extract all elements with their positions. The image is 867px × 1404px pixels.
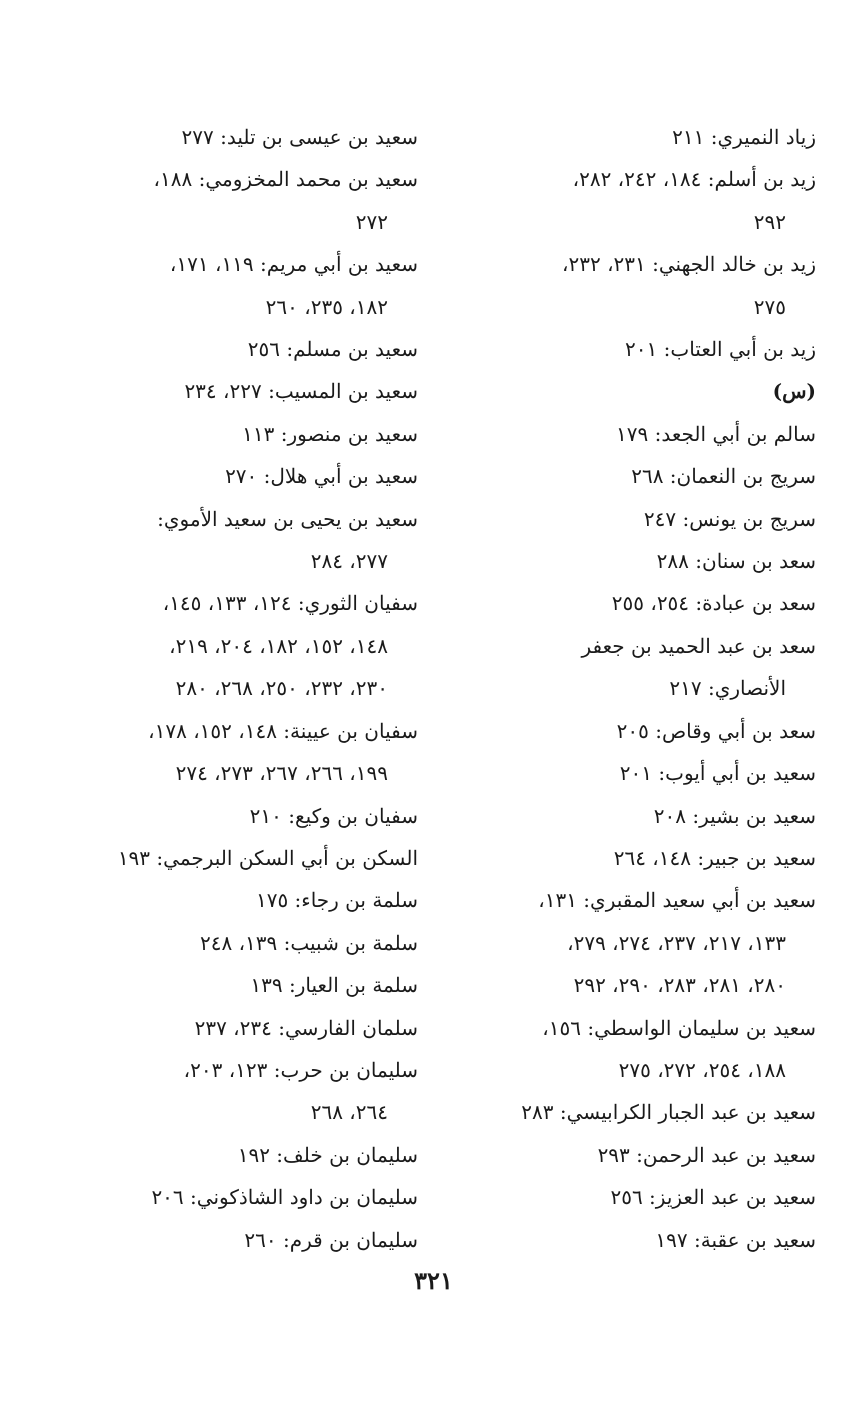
index-entry: سعيد بن أبي سعيد المقبري: ١٣١،: [538, 888, 816, 913]
index-entry: سعد بن عبد الحميد بن جعفر: [581, 633, 816, 658]
index-entry: سلمة بن شبيب: ١٣٩، ٢٤٨: [199, 930, 418, 955]
index-entry-continuation: ٢٦٤، ٢٦٨: [310, 1100, 388, 1125]
index-entry: سلمان الفارسي: ٢٣٤، ٢٣٧: [194, 1015, 418, 1040]
index-entry: سالم بن أبي الجعد: ١٧٩: [616, 421, 816, 446]
index-entry: سعيد بن يحيى بن سعيد الأموي:: [157, 506, 418, 531]
index-entry: سليمان بن حرب: ١٢٣، ٢٠٣،: [183, 1057, 418, 1082]
index-column-left: [62, 116, 418, 1261]
index-entry: سعد بن سنان: ٢٨٨: [656, 549, 816, 574]
index-entry: سعيد بن أبي هلال: ٢٧٠: [225, 464, 418, 489]
index-entry-continuation: ٢٧٢: [355, 209, 388, 234]
index-letter-heading: (س): [772, 379, 816, 404]
index-entry: سعيد بن أبي مريم: ١١٩، ١٧١،: [169, 252, 418, 277]
index-entry: سعيد بن أبي أيوب: ٢٠١: [619, 761, 816, 786]
index-entry: زيد بن أسلم: ١٨٤، ٢٤٢، ٢٨٢،: [572, 167, 816, 192]
index-entry-continuation: ٢٣٠، ٢٣٢، ٢٥٠، ٢٦٨، ٢٨٠: [175, 676, 388, 701]
index-entry-continuation: ١٩٩، ٢٦٦، ٢٦٧، ٢٧٣، ٢٧٤: [175, 761, 388, 786]
index-entry: سعيد بن محمد المخزومي: ١٨٨،: [153, 167, 418, 192]
index-entry: سليمان بن قرم: ٢٦٠: [244, 1227, 418, 1252]
index-entry: زياد النميري: ٢١١: [672, 125, 816, 149]
index-entry-continuation: ٢٨٠، ٢٨١، ٢٨٣، ٢٩٠، ٢٩٢: [573, 973, 786, 998]
index-entry-continuation: ١٣٣، ٢١٧، ٢٣٧، ٢٧٤، ٢٧٩،: [567, 930, 786, 955]
index-entry: سعيد بن عبد الجبار الكرابيسي: ٢٨٣: [521, 1100, 816, 1125]
index-entry: سريج بن النعمان: ٢٦٨: [631, 464, 816, 489]
index-entry: زيد بن أبي العتاب: ٢٠١: [625, 337, 816, 362]
index-entry: السكن بن أبي السكن البرجمي: ١٩٣: [117, 845, 418, 870]
index-entry: سليمان بن داود الشاذكوني: ٢٠٦: [151, 1185, 418, 1210]
index-column-right: [460, 116, 816, 1261]
index-entry: سعيد بن عقبة: ١٩٧: [655, 1227, 816, 1252]
index-entry: سليمان بن خلف: ١٩٢: [237, 1142, 418, 1167]
index-entry: سفيان بن عيينة: ١٤٨، ١٥٢، ١٧٨،: [148, 718, 418, 743]
index-entry: سلمة بن رجاء: ١٧٥: [255, 888, 418, 913]
index-entry: زيد بن خالد الجهني: ٢٣١، ٢٣٢،: [562, 252, 816, 277]
index-entry-continuation: ١٤٨، ١٥٢، ١٨٢، ٢٠٤، ٢١٩،: [169, 633, 388, 658]
index-entry: سعيد بن بشير: ٢٠٨: [653, 803, 816, 828]
index-entry-continuation: الأنصاري: ٢١٧: [669, 676, 786, 701]
index-entry-continuation: ١٨٢، ٢٣٥، ٢٦٠: [265, 294, 388, 319]
index-entry: سريج بن يونس: ٢٤٧: [643, 506, 816, 531]
index-entry-continuation: ١٨٨، ٢٥٤، ٢٧٢، ٢٧٥: [618, 1057, 786, 1082]
index-entry: سعيد بن مسلم: ٢٥٦: [247, 337, 418, 362]
index-entry: سعيد بن عيسى بن تليد: ٢٧٧: [181, 125, 418, 149]
index-entry: سعيد بن سليمان الواسطي: ١٥٦،: [542, 1015, 816, 1040]
page-number: ٣٢١: [414, 1266, 453, 1295]
index-entry: سفيان بن وكيع: ٢١٠: [249, 803, 418, 828]
index-entry: سعد بن عبادة: ٢٥٤، ٢٥٥: [611, 591, 816, 616]
index-entry: سعيد بن جبير: ١٤٨، ٢٦٤: [613, 845, 816, 870]
index-entry: سعد بن أبي وقاص: ٢٠٥: [616, 718, 816, 743]
index-entry-continuation: ٢٩٢: [753, 209, 786, 234]
index-entry: سعيد بن عبد العزيز: ٢٥٦: [610, 1185, 816, 1210]
index-entry: سعيد بن المسيب: ٢٢٧، ٢٣٤: [184, 379, 418, 404]
index-entry-continuation: ٢٧٧، ٢٨٤: [310, 549, 388, 574]
index-entry: سعيد بن منصور: ١١٣: [242, 421, 418, 446]
index-entry: سعيد بن عبد الرحمن: ٢٩٣: [597, 1142, 816, 1167]
index-entry: سفيان الثوري: ١٢٤، ١٣٣، ١٤٥،: [162, 591, 418, 616]
index-entry: سلمة بن العيار: ١٣٩: [250, 973, 418, 998]
index-entry-continuation: ٢٧٥: [753, 294, 786, 319]
